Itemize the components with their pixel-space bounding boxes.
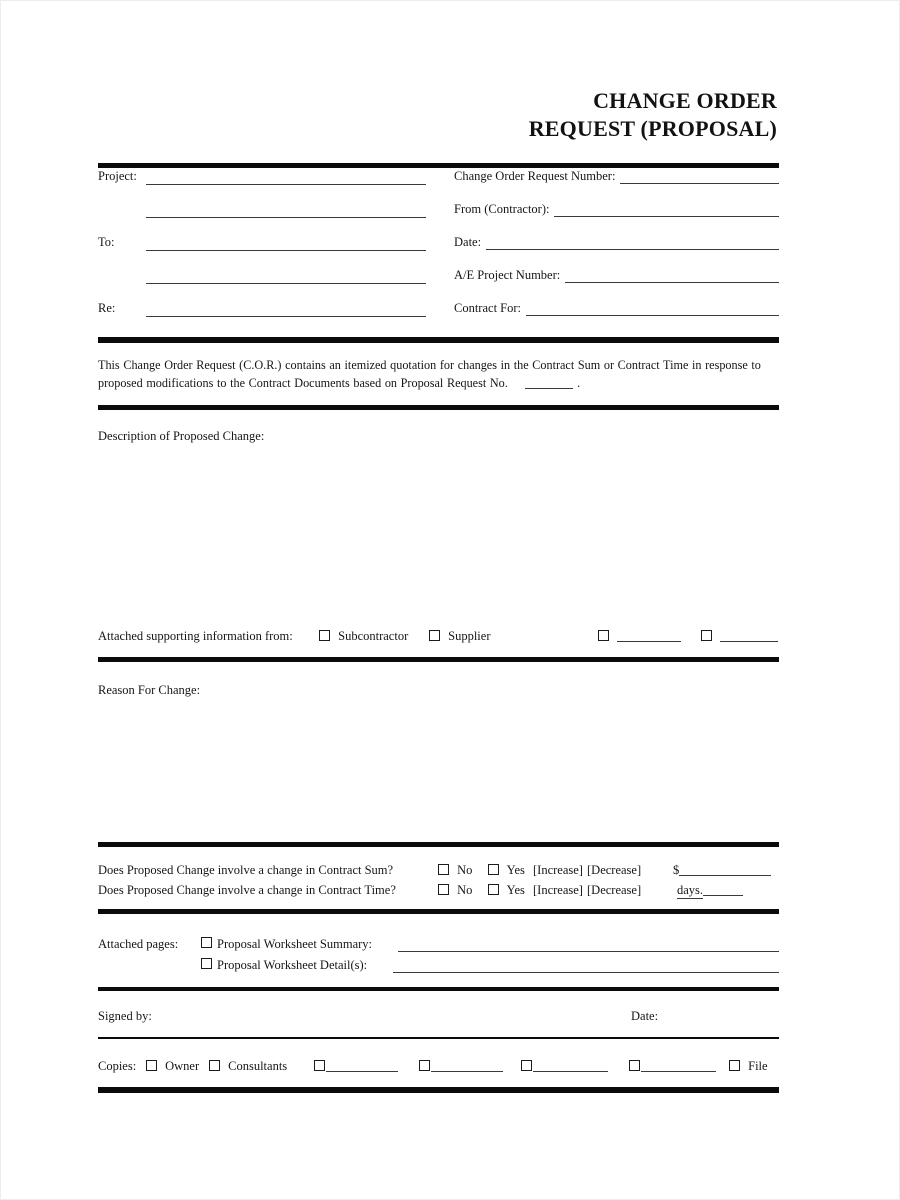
time-yes-checkbox[interactable] xyxy=(488,884,499,895)
reason-label: Reason For Change: xyxy=(98,683,201,697)
intro-paragraph xyxy=(98,357,792,392)
ae-project-number-input-line[interactable] xyxy=(565,268,779,283)
sum-increase-label: [Increase] xyxy=(533,863,583,877)
subcontractor-checkbox[interactable] xyxy=(319,630,330,641)
dollar-sign-label: $ xyxy=(673,863,680,877)
copies-write-in-line-1[interactable] xyxy=(326,1059,398,1072)
worksheet-summary-checkbox[interactable] xyxy=(201,937,212,948)
copies-blank-checkbox-1[interactable] xyxy=(314,1060,325,1071)
contract-time-question: Does Proposed Change involve a change in Contract Time? xyxy=(98,883,396,897)
to-input-line-2[interactable] xyxy=(146,268,426,284)
copies-blank-option-2 xyxy=(419,1059,503,1074)
file-checkbox[interactable] xyxy=(729,1060,740,1071)
from-contractor-label: From (Contractor): xyxy=(454,202,550,216)
divider-bar-6 xyxy=(98,909,779,914)
copies-blank-option-3 xyxy=(521,1059,608,1074)
date-row xyxy=(454,235,779,250)
consultants-checkbox[interactable] xyxy=(209,1060,220,1071)
time-days-line[interactable] xyxy=(703,883,743,896)
worksheet-detail-checkbox[interactable] xyxy=(201,958,212,969)
supplier-checkbox[interactable] xyxy=(429,630,440,641)
time-decrease-label: [Decrease] xyxy=(587,883,642,897)
days-label: days. xyxy=(677,883,704,897)
sum-amount-line[interactable] xyxy=(679,863,771,876)
worksheet-detail-row xyxy=(201,958,779,973)
copies-file-option xyxy=(729,1059,768,1074)
cor-number-input-line[interactable] xyxy=(620,169,779,184)
copies-owner-option xyxy=(146,1059,199,1074)
re-input-line[interactable] xyxy=(146,301,426,317)
divider-bar-7 xyxy=(98,987,779,991)
sum-yes-checkbox[interactable] xyxy=(488,864,499,875)
consultants-label: Consultants xyxy=(228,1059,288,1073)
attached-info-other-option-2 xyxy=(701,629,778,644)
description-label: Description of Proposed Change: xyxy=(98,429,265,443)
worksheet-summary-row xyxy=(201,937,779,952)
time-no-label: No xyxy=(457,883,473,897)
time-yes-label: Yes xyxy=(506,883,525,897)
worksheet-detail-line[interactable] xyxy=(393,958,779,973)
cor-number-label: Change Order Request Number: xyxy=(454,169,616,183)
divider-bar-2 xyxy=(98,337,779,343)
cor-number-row xyxy=(454,169,779,184)
to-input-line[interactable] xyxy=(146,235,426,251)
to-label: To: xyxy=(98,235,115,249)
copies-blank-option-4 xyxy=(629,1059,716,1074)
subcontractor-label: Subcontractor xyxy=(338,629,409,643)
signature-date-label: Date: xyxy=(631,1009,659,1023)
time-increase-label: [Increase] xyxy=(533,883,583,897)
copies-blank-checkbox-4[interactable] xyxy=(629,1060,640,1071)
sum-no-checkbox[interactable] xyxy=(438,864,449,875)
worksheet-summary-label: Proposal Worksheet Summary: xyxy=(217,937,372,951)
other-source-checkbox-2[interactable] xyxy=(701,630,712,641)
time-amount-field xyxy=(677,883,743,898)
copies-consultants-option xyxy=(209,1059,287,1074)
intro-line2: proposed modifications to the Contract Documents based on Proposal Request No. xyxy=(98,375,508,390)
other-source-write-in-line-2[interactable] xyxy=(720,629,778,642)
date-input-line[interactable] xyxy=(486,235,779,250)
divider-bar-4 xyxy=(98,657,779,662)
owner-label: Owner xyxy=(165,1059,200,1073)
ae-project-number-row xyxy=(454,268,779,283)
form-title xyxy=(529,87,777,143)
contract-for-label: Contract For: xyxy=(454,301,522,315)
file-label: File xyxy=(748,1059,768,1073)
attached-pages-label: Attached pages: xyxy=(98,937,179,951)
copies-label: Copies: xyxy=(98,1059,137,1073)
form-title-line1: CHANGE ORDER xyxy=(593,88,777,113)
project-input-line-2[interactable] xyxy=(146,202,426,218)
copies-write-in-line-3[interactable] xyxy=(533,1059,608,1072)
divider-bar-bottom xyxy=(98,1087,779,1093)
contract-for-row xyxy=(454,301,779,316)
ae-project-number-label: A/E Project Number: xyxy=(454,268,561,282)
other-source-checkbox-1[interactable] xyxy=(598,630,609,641)
copies-blank-option-1 xyxy=(314,1059,398,1074)
sum-yes-label: Yes xyxy=(506,863,525,877)
date-label: Date: xyxy=(454,235,482,249)
contract-for-input-line[interactable] xyxy=(526,301,779,316)
copies-blank-checkbox-2[interactable] xyxy=(419,1060,430,1071)
sum-amount-field xyxy=(673,863,771,878)
sum-no-option xyxy=(438,863,472,878)
owner-checkbox[interactable] xyxy=(146,1060,157,1071)
contract-sum-question: Does Proposed Change involve a change in Contract Sum? xyxy=(98,863,394,877)
sum-no-label: No xyxy=(457,863,473,877)
worksheet-detail-label: Proposal Worksheet Detail(s): xyxy=(217,958,368,972)
copies-blank-checkbox-3[interactable] xyxy=(521,1060,532,1071)
other-source-write-in-line-1[interactable] xyxy=(617,629,681,642)
supplier-label: Supplier xyxy=(448,629,491,643)
sum-yes-option xyxy=(488,863,525,878)
supplier-option xyxy=(429,629,490,644)
form-title-line2: REQUEST (PROPOSAL) xyxy=(528,116,777,141)
signed-by-label: Signed by: xyxy=(98,1009,152,1023)
worksheet-summary-line[interactable] xyxy=(398,937,779,952)
sum-decrease-label: [Decrease] xyxy=(587,863,642,877)
divider-bar-5 xyxy=(98,842,779,847)
divider-bar-top xyxy=(98,163,779,168)
from-contractor-input-line[interactable] xyxy=(554,202,779,217)
time-yes-option xyxy=(488,883,525,898)
project-label: Project: xyxy=(98,169,137,183)
time-no-checkbox[interactable] xyxy=(438,884,449,895)
attached-info-label: Attached supporting information from: xyxy=(98,629,293,643)
divider-line-8 xyxy=(98,1037,779,1039)
subcontractor-option xyxy=(319,629,408,644)
time-no-option xyxy=(438,883,472,898)
copies-write-in-line-4[interactable] xyxy=(641,1059,716,1072)
divider-bar-3 xyxy=(98,405,779,410)
attached-info-other-option-1 xyxy=(598,629,681,644)
proposal-request-no-line[interactable] xyxy=(525,376,573,389)
intro-line1: This Change Order Request (C.O.R.) contains an itemized quotation for changes in the Contract Sum or Contract Time in response to xyxy=(98,358,761,372)
re-label: Re: xyxy=(98,301,116,315)
project-input-line[interactable] xyxy=(146,169,426,185)
copies-write-in-line-2[interactable] xyxy=(431,1059,503,1072)
from-contractor-row xyxy=(454,202,779,217)
intro-period: . xyxy=(577,375,581,390)
